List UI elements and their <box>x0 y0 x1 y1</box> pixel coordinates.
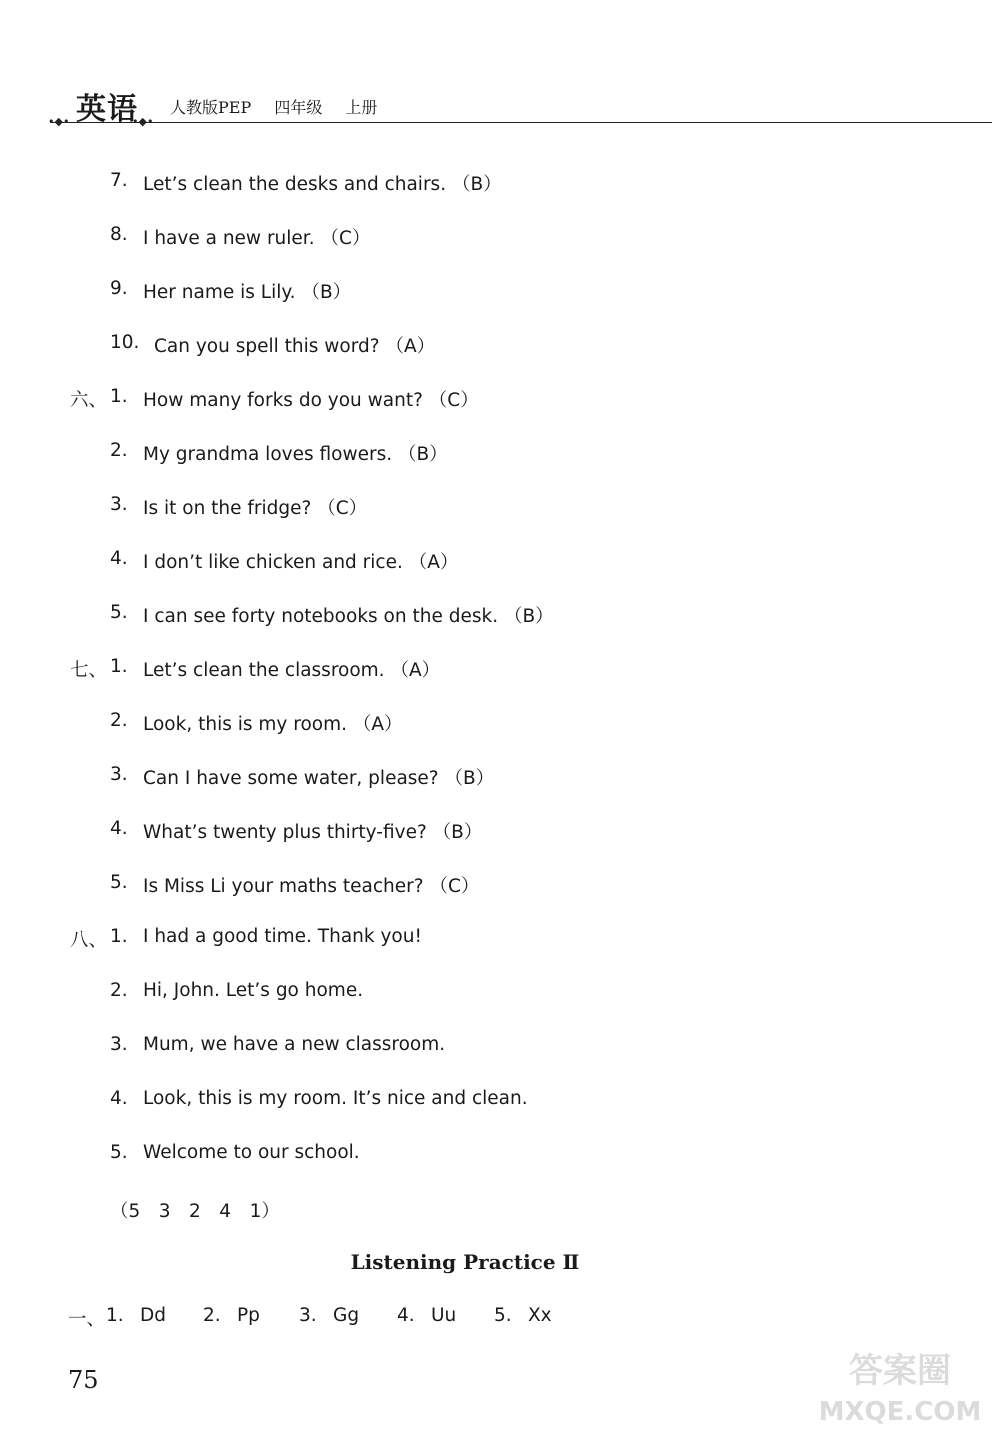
answer-text: Look, this is my room. （A） <box>143 714 403 735</box>
answer-text: Is Miss Li your maths teacher? （C） <box>143 876 480 897</box>
edition-label: 人教版PEP <box>170 98 252 117</box>
letter-number: 1. <box>106 1305 124 1326</box>
item-number: 5. <box>110 872 128 893</box>
item-number: 4. <box>110 1088 128 1109</box>
item-number: 5. <box>110 602 128 623</box>
item-number: 3. <box>110 494 128 515</box>
watermark-logo <box>810 1340 990 1430</box>
page-header <box>0 0 1000 140</box>
edition-info <box>170 95 395 118</box>
item-number: 5. <box>110 1142 128 1163</box>
watermark-top: 答案圈 <box>849 1351 951 1391</box>
item-number: 4. <box>110 548 128 569</box>
section-marker: 八、 <box>70 930 108 951</box>
item-number: 1. <box>110 386 128 407</box>
ornament-left-icon: •◆• <box>48 115 70 128</box>
letter-number: 5. <box>494 1305 512 1326</box>
answer-text: Let’s clean the classroom. （A） <box>143 660 441 681</box>
header-rule <box>50 122 992 123</box>
letter-pair: Dd <box>140 1305 166 1326</box>
answer-text: Let’s clean the desks and chairs. （B） <box>143 174 502 195</box>
order-answer: （5 3 2 4 1） <box>110 1201 280 1222</box>
letter-pair: Pp <box>237 1305 260 1326</box>
item-number: 2. <box>110 440 128 461</box>
letter-number: 2. <box>203 1305 221 1326</box>
watermark-bottom: MXQE.COM <box>818 1397 982 1427</box>
item-number: 1. <box>110 656 128 677</box>
answer-text: Welcome to our school. <box>143 1142 360 1163</box>
answer-text: I had a good time. Thank you! <box>143 926 422 947</box>
item-number: 3. <box>110 764 128 785</box>
answer-text: How many forks do you want? （C） <box>143 390 479 411</box>
volume-label: 上册 <box>345 98 378 117</box>
answer-text: Mum, we have a new classroom. <box>143 1034 446 1055</box>
item-number: 8. <box>110 224 128 245</box>
page-number: 75 <box>68 1366 99 1394</box>
grade-label: 四年级 <box>274 98 323 117</box>
item-number: 4. <box>110 818 128 839</box>
letter-pair: Xx <box>528 1305 552 1326</box>
section-heading: Listening Practice Ⅱ <box>350 1250 580 1274</box>
item-number: 1. <box>110 926 128 947</box>
answer-text: Can you spell this word? （A） <box>154 336 436 357</box>
answer-text: Her name is Lily. （B） <box>143 282 352 303</box>
answer-text: Is it on the fridge? （C） <box>143 498 368 519</box>
ornament-right-icon: •◆• <box>132 115 154 128</box>
item-number: 10. <box>110 332 140 353</box>
item-number: 2. <box>110 980 128 1001</box>
letters-marker: 一、 <box>68 1309 106 1330</box>
answer-text: Hi, John. Let’s go home. <box>143 980 364 1001</box>
letter-pair: Uu <box>431 1305 457 1326</box>
section-marker: 七、 <box>70 660 108 681</box>
item-number: 2. <box>110 710 128 731</box>
letter-number: 3. <box>299 1305 317 1326</box>
answer-text: I don’t like chicken and rice. （A） <box>143 552 459 573</box>
answer-text: Can I have some water, please? （B） <box>143 768 495 789</box>
letter-number: 4. <box>397 1305 415 1326</box>
answer-text: What’s twenty plus thirty-five? （B） <box>143 822 483 843</box>
answer-text: My grandma loves flowers. （B） <box>143 444 448 465</box>
answer-text: I have a new ruler. （C） <box>143 228 371 249</box>
item-number: 7. <box>110 170 128 191</box>
item-number: 3. <box>110 1034 128 1055</box>
subject-title: 英语 <box>76 92 138 127</box>
answer-text: I can see forty notebooks on the desk. （B） <box>143 606 554 627</box>
answer-text: Look, this is my room. It’s nice and clean. <box>143 1088 528 1109</box>
section-marker: 六、 <box>70 390 108 411</box>
item-number: 9. <box>110 278 128 299</box>
letter-pair: Gg <box>333 1305 360 1326</box>
